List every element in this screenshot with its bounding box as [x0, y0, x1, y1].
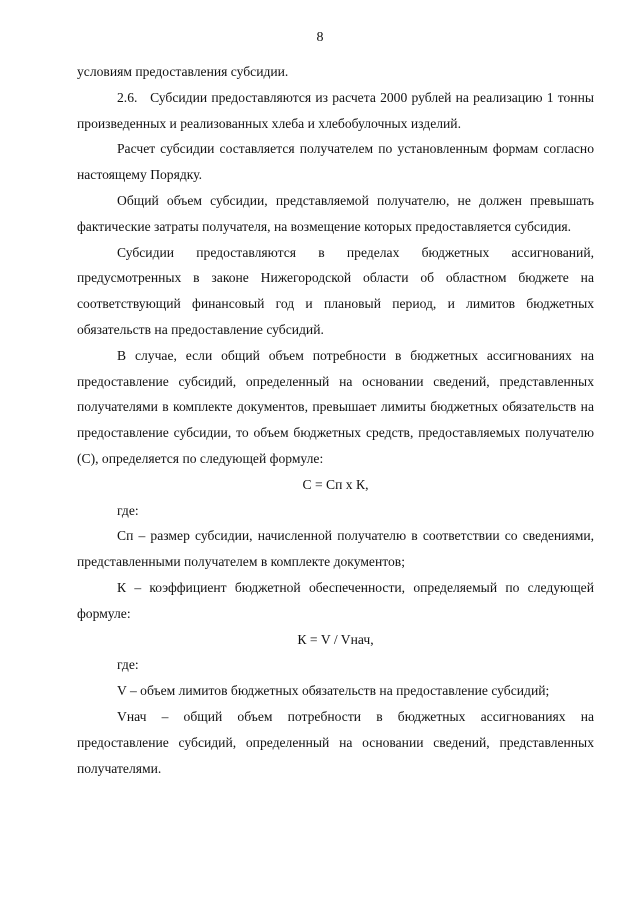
- definition-k: К – коэффициент бюджетной обеспеченности, определяемый по следующей формуле:: [77, 579, 594, 621]
- paragraph-continuation: условиям предоставления субсидии.: [77, 64, 289, 79]
- paragraph-excess-case: В случае, если общий объем потребности в бюджетных ассигнованиях на предоставление субсидий, определенный на основании сведений, представленных получателями в комплекте документов, превышает лимиты бюджетных обязательств на предоставление субсидии, то объем бюджетных средств, предоставляемых получателю (С), определяется по следующей формуле:: [77, 347, 594, 466]
- paragraph-calculation-form: Расчет субсидии составляется получателем по установленным формам согласно настоящему Порядку.: [77, 141, 594, 183]
- definition-cp: Сп – размер субсидии, начисленной получателю в соответствии со сведениями, представленными получателем в комплекте документов;: [77, 528, 594, 570]
- definition-vnach: Vнач – общий объем потребности в бюджетных ассигнованиях на предоставление субсидий, определенный на основании сведений, представленных получателями.: [77, 708, 594, 776]
- where-label-2: где:: [117, 657, 139, 673]
- formula-c: С = Сп х К,: [302, 476, 369, 492]
- paragraph-total-volume: Общий объем субсидии, представляемой получателю, не должен превышать фактические затраты получателя, на возмещение которых предоставляется субсидия.: [77, 192, 594, 234]
- definition-v: V – объем лимитов бюджетных обязательств на предоставление субсидий;: [117, 683, 550, 699]
- paragraph-budget-limits: Субсидии предоставляются в пределах бюджетных ассигнований, предусмотренных в законе Нижегородской области об областном бюджете на соответствующий финансовый год и плановый период, и лимитов бюджетных обязательств на предоставление субсидий.: [77, 244, 594, 337]
- paragraph-2-6: 2.6. Субсидии предоставляются из расчета 2000 рублей на реализацию 1 тонны произведенных и реализованных хлеба и хлебобулочных изделий.: [77, 89, 594, 131]
- where-label-1: где:: [117, 502, 139, 518]
- page-number: 8: [316, 30, 324, 45]
- formula-k: К = V / Vнач,: [297, 631, 374, 647]
- document-body: [77, 59, 594, 781]
